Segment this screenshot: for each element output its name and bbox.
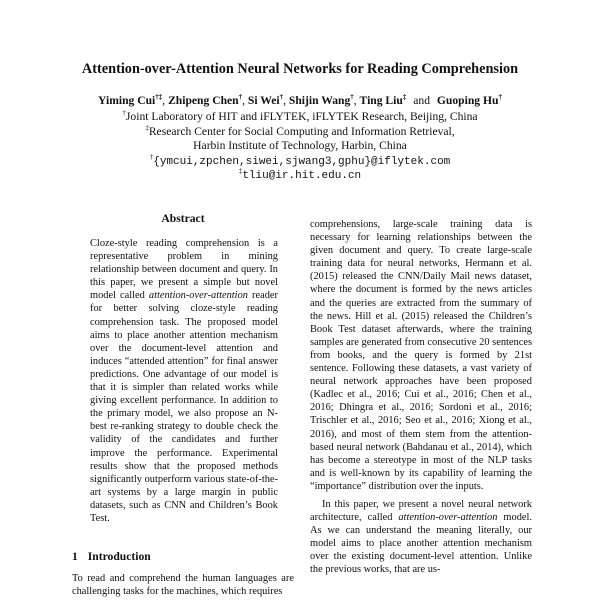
author-affil-mark: † <box>238 93 243 101</box>
author-name: Yiming Cui†‡ <box>98 93 163 107</box>
author-name: Si Wei† <box>247 93 284 107</box>
paper-title: Attention-over-Attention Neural Networks for Reading Comprehension <box>81 61 519 77</box>
author-name: Zhipeng Chen† <box>168 93 243 107</box>
email-line-1: †{ymcui,zpchen,siwei,sjwang3,gphu}@iflytek.com <box>149 153 451 168</box>
abstract-text: Cloze-style reading comprehension is a representative problem in mining relationship between document and query. In this paper, we present a simple but novel model called attention-over-attention reader for better solving cloze-style reading comprehension task. The proposed model aims to place another attention mechanism over the document-level attention and induces “attended attention” for final answer predictions. One advantage of our model is that it is simpler than related works while giving excellent performance. In addition to the primary model, we also propose an N-best re-ranking strategy to double check the validity of the candidates and further improve the performance. Experimental results show that the proposed methods significantly outperform various state-of-the-art systems by a large margin in public datasets, such as CNN and Children’s Book Test. <box>90 238 278 524</box>
body-paragraph: comprehensions, large-scale training data is necessary for learning relationships between the given document and query. To create large-scale training data for neural networks, Hermann et al. (2015) released the CNN/Daily Mail news dataset, where the document is formed by the news articles and the queries are extracted from the summary of the news. Hill et al. (2015) released the Children’s Book Test dataset afterwards, where the training samples are generated from consecutive 20 sentences from books, and the query is formed by 21st sentence. Following these datasets, a vast variety of neural network approaches have been proposed (Kadlec et al., 2016; Cui et al., 2016; Chen et al., 2016; Dhingra et al., 2016; Sordoni et al., 2016; Trischler et al., 2016; Seo et al., 2016; Xiong et al., 2016), and most of them stem from the attention-based neural network (Bahdanau et al., 2014), which has become a stereotype in most of the NLP tasks and is well-known by its capability of learning the “importance” distribution over the inputs. <box>310 219 532 492</box>
section-heading: 1 Introduction <box>72 550 151 563</box>
intro-paragraph: To read and comprehend the human languages are challenging tasks for the machines, which requires <box>72 573 294 598</box>
author-name: Guoping Hu† <box>436 93 502 107</box>
author-affil-mark: ‡ <box>402 93 407 101</box>
author-affil-mark: † <box>350 93 354 101</box>
author-list: Yiming Cui†‡, Zhipeng Chen†, Si Wei†, Shijin Wang†, Ting Liu‡ and Guoping Hu† <box>98 93 502 107</box>
affiliation-line-1: †Joint Laboratory of HIT and iFLYTEK, iFLYTEK Research, Beijing, China <box>122 109 478 123</box>
author-name: Ting Liu‡ <box>359 93 407 107</box>
abstract-heading: Abstract <box>161 212 205 225</box>
email-line-2: ‡tliu@ir.hit.edu.cn <box>238 167 362 182</box>
affiliation-line-2: ‡Research Center for Social Computing and Information Retrieval, <box>145 124 455 138</box>
and-word: and <box>413 94 430 107</box>
body-paragraph: In this paper, we present a novel neural network architecture, called attention-over-attention model. As we can understand the meaning literally, our model aims to place another attention mechanism over the existing document-level attention. Unlike the previous works, that are us- <box>310 498 532 576</box>
author-affil-mark: †‡ <box>155 93 163 101</box>
author-affil-mark: † <box>498 93 502 101</box>
affiliation-line-3: Harbin Institute of Technology, Harbin, China <box>193 139 407 152</box>
author-affil-mark: † <box>279 93 284 101</box>
author-name: Shijin Wang† <box>288 93 354 107</box>
right-column-text <box>310 218 532 577</box>
